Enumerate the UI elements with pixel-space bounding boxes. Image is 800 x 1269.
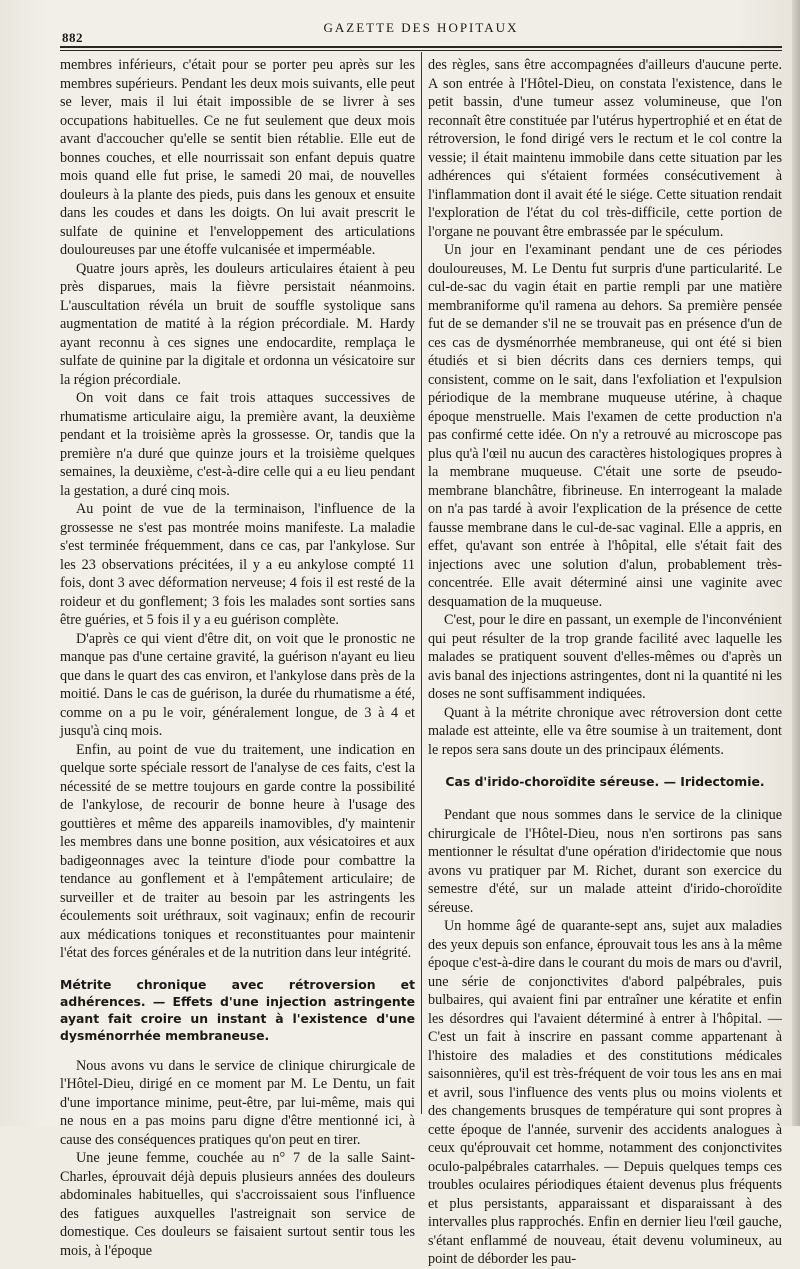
paragraph: On voit dans ce fait trois attaques successives de rhumatisme articulaire aigu, la première avant, la deuxième pendant et la troisième après la grossesse. Or, tandis que la première n'a duré que quinze jours et la troisième quelques semaines, la deuxième, c'est-à-dire celle qui a eu lieu pendant la gestation, a duré cinq mois. bbox=[60, 390, 415, 499]
paragraph: Une jeune femme, couchée au n° 7 de la salle Saint-Charles, éprouvait déjà depuis plusieurs années des douleurs abdominales habituelles, qui s'accroissaient sous l'influence des fatigues auxquelles l'astreignait son service de domestique. Ces douleurs se faisaient surtout sentir tous les mois, à l'époque bbox=[60, 1150, 415, 1259]
paragraph: C'est, pour le dire en passant, un exemple de l'inconvénient qui peut résulter de la trop grande facilité avec laquelle les malades se pratiquent souvent d'elles-mêmes ou d'après un avis banal des injections astringentes, dont ni la quantité ni les doses ne sont suffisamment indiquées. bbox=[428, 612, 782, 702]
journal-title: GAZETTE DES HOPITAUX bbox=[323, 20, 519, 35]
paragraph: des règles, sans être accompagnées d'ailleurs d'aucune perte. A son entrée à l'Hôtel-Dieu, on constata l'existence, dans le petit bassin, d'une tumeur assez volumineuse, que l'on reconnaît être constituée par l'utérus hypertrophié et en état de rétroversion, le fond dirigé vers le rectum et le col contre la vessie; il était maintenu immobile dans cette situation par les adhérences qui s'étaient formées consécutivement à l'inflammation dont il avait été le siége. Cette situation rendait l'exploration de l'état du col très-difficile, cette portion de l'organe ne pouvant être embrassée par le spéculum. bbox=[428, 57, 782, 240]
paragraph: D'après ce qui vient d'être dit, on voit que le pronostic ne manque pas d'une certaine gravité, la guérison n'ayant eu lieu que dans le quart des cas environ, et l'ankylose dans près de la moitié. Dans le cas de guérison, la durée du rhumatisme a été, comme on a pu le voir, généralement longue, de 3 à 4 et jusqu'à cinq mois. bbox=[60, 630, 415, 739]
page-edge-shadow bbox=[792, 0, 800, 1126]
paragraph: Enfin, au point de vue du traitement, une indication en quelque sorte spéciale ressort de l'analyse de ces faits, c'est la nécessité de se mettre toujours en garde contre la possibilité de l'ankylose, de recourir de bonne heure à l'usage des gouttières et même des appareils inamovibles, d'y maintenir les membres dans une bonne position, aux vésicatoires et aux badigeonnages avec la teinture d'iode pour combattre la tendance au gonflement et à l'empâtement articulaire; de surveiller et de traiter au besoin par les astringents les écoulements soit uréthraux, soit vaginaux; enfin de recourir aux médications toniques et reconstituantes pour maintenir l'état des forces générales et de la nutrition dans leur intégrité. bbox=[60, 741, 415, 961]
paragraph: Nous avons vu dans le service de clinique chirurgicale de l'Hôtel-Dieu, dirigé en ce moment par M. Le Dentu, un fait d'une importance minime, peut-être, par lui-même, mais qui ne nous en a pas moins paru digne d'être mentionné ici, à cause des conséquences pratiques qu'on peut en tirer. bbox=[60, 1057, 415, 1148]
paragraph: Un homme âgé de quarante-sept ans, sujet aux maladies des yeux depuis son enfance, éprouvait tous les ans à la même époque c'est-à-dire dans le courant du mois de mars ou d'avril, une série de conjonctivites d'abord palpébrales, puis bulbaires, qui avaient fini par entraîner une kératite et enfin les désordres qui l'avaient déterminé à entrer à l'hôpital. — C'est un fait à inscrire en passant comme appartenant à l'histoire des maladies et des constitutions médicales saisonnières, qu'il est très-fréquent de voir tous les ans en mai et avril, sous l'influence des vents plus ou moins violents et des changements brusques de température qui sont propres à cette époque de l'année, survenir des accidents analogues à ceux qu'éprouvait cet homme, notamment des conjonctivites oculo-palpébrales catarrhales. — Depuis quelques temps ces troubles oculaires périodiques étaient devenus plus fréquents et plus persistants, apparaissant et disparaissant à des intervalles plus rapprochés. Enfin en dernier lieu l'œil gauche, s'étant enflammé de nouveau, était devenu volumineux, au point de déborder les pau- bbox=[428, 918, 782, 1267]
header-rule-thick bbox=[60, 46, 782, 48]
paragraph: Au point de vue de la terminaison, l'influence de la grossesse ne s'est pas montrée moins manifeste. La maladie s'est terminée fréquemment, dans ce cas, par l'ankylose. Sur les 23 observations précitées, il y a eu ankylose compté 11 fois, dont 3 avec déformation nerveuse; 4 fois il est resté de la roideur et du gonflement; 3 fois les malades sont sorties sans être guéries, et 5 fois il y a eu guérison complète. bbox=[60, 501, 415, 628]
page-number: 882 bbox=[62, 30, 83, 45]
column-divider bbox=[421, 52, 422, 1114]
paragraph: Quatre jours après, les douleurs articulaires étaient à peu près disparues, mais la fièvre persistait néanmoins. L'auscultation révéla un bruit de souffle systolique sans augmentation de matité à la région précordiale. M. Hardy ayant reconnu à ces signes une endocardite, remplaça le sulfate de quinine par la digitale et ordonna un vésicatoire sur la région précordiale. bbox=[60, 260, 415, 388]
paragraph: Pendant que nous sommes dans le service de la clinique chirurgicale de l'Hôtel-Dieu, nous n'en sortirons pas sans mentionner le résultat d'une opération d'iridectomie que nous avons vu pratiquer par M. Richet, durant son exercice du semestre d'été, sur un malade atteint d'irido-choroïdite séreuse. bbox=[428, 807, 782, 916]
paragraph: membres inférieurs, c'était pour se porter peu après sur les membres supérieurs. Pendant les deux mois suivants, elle peut se lever, mais il lui était impossible de se livrer à ses occupations habituelles. Ce ne fut seulement que deux mois avant d'accoucher qu'elle se sentit bien rétablie. Elle eut de bonnes couches, et elle nourrissait son enfant depuis quatre mois quand elle fut prise, le samedi 20 mai, de nouvelles douleurs à la plante des pieds, puis dans les genoux et ensuite dans les coudes et dans les doigts. On lui avait prescrit le sulfate de quinine et l'enveloppement des articulations douloureuses par une étoffe vulcanisée et imperméable. bbox=[60, 57, 415, 258]
header-rule-thin bbox=[60, 50, 782, 51]
paragraph: Quant à la métrite chronique avec rétroversion dont cette malade est atteinte, elle va être soumise à un traitement, dont le repos sera sans doute un des principaux éléments. bbox=[428, 704, 782, 758]
left-column bbox=[60, 56, 415, 1259]
paragraph: Un jour en l'examinant pendant une de ces périodes douloureuses, M. Le Dentu fut surpris d'une particularité. Le cul-de-sac du vagin était en partie rempli par une matière membraniforme qu'il ramena au dehors. Sa première pensée fut de se demander s'il ne se trouvait pas en présence d'un de ces cas de dysménorrhée membraneuse, qui ont été si bien étudiés et si bien décrits dans ces derniers temps, qui consistent, comme on le sait, dans l'exfoliation et l'expulsion périodique de la membrane muqueuse utérine, à chaque époque menstruelle. Mais l'examen de cette production n'a pas confirmé cette idée. On n'y a retrouvé au microscope pas plus qu'à l'œil nu aucun des caractères histologiques propres à la membrane muqueuse. C'était une sorte de pseudo-membrane blanchâtre, fibrineuse. En interrogeant la malade on n'a pas tardé à avoir l'explication de la présence de cette fausse membrane dans le cul-de-sac vaginal. Elle a appris, en effet, qu'avant son entrée à l'hôpital, elle s'était fait des injections avec une solution d'alun, probablement très-concentrée. Elle avait déterminé ainsi une vaginite avec desquamation de la muqueuse. bbox=[428, 242, 782, 610]
section-heading: Cas d'irido-choroïdite séreuse. — Iridectomie. bbox=[445, 774, 765, 789]
right-column bbox=[428, 56, 782, 1267]
page-header bbox=[60, 18, 782, 48]
section-heading: Métrite chronique avec rétroversion et adhérences. — Effets d'une injection astringente ayant fait croire un instant à l'existence d'une dysménorrhée membraneuse. bbox=[60, 976, 415, 1043]
